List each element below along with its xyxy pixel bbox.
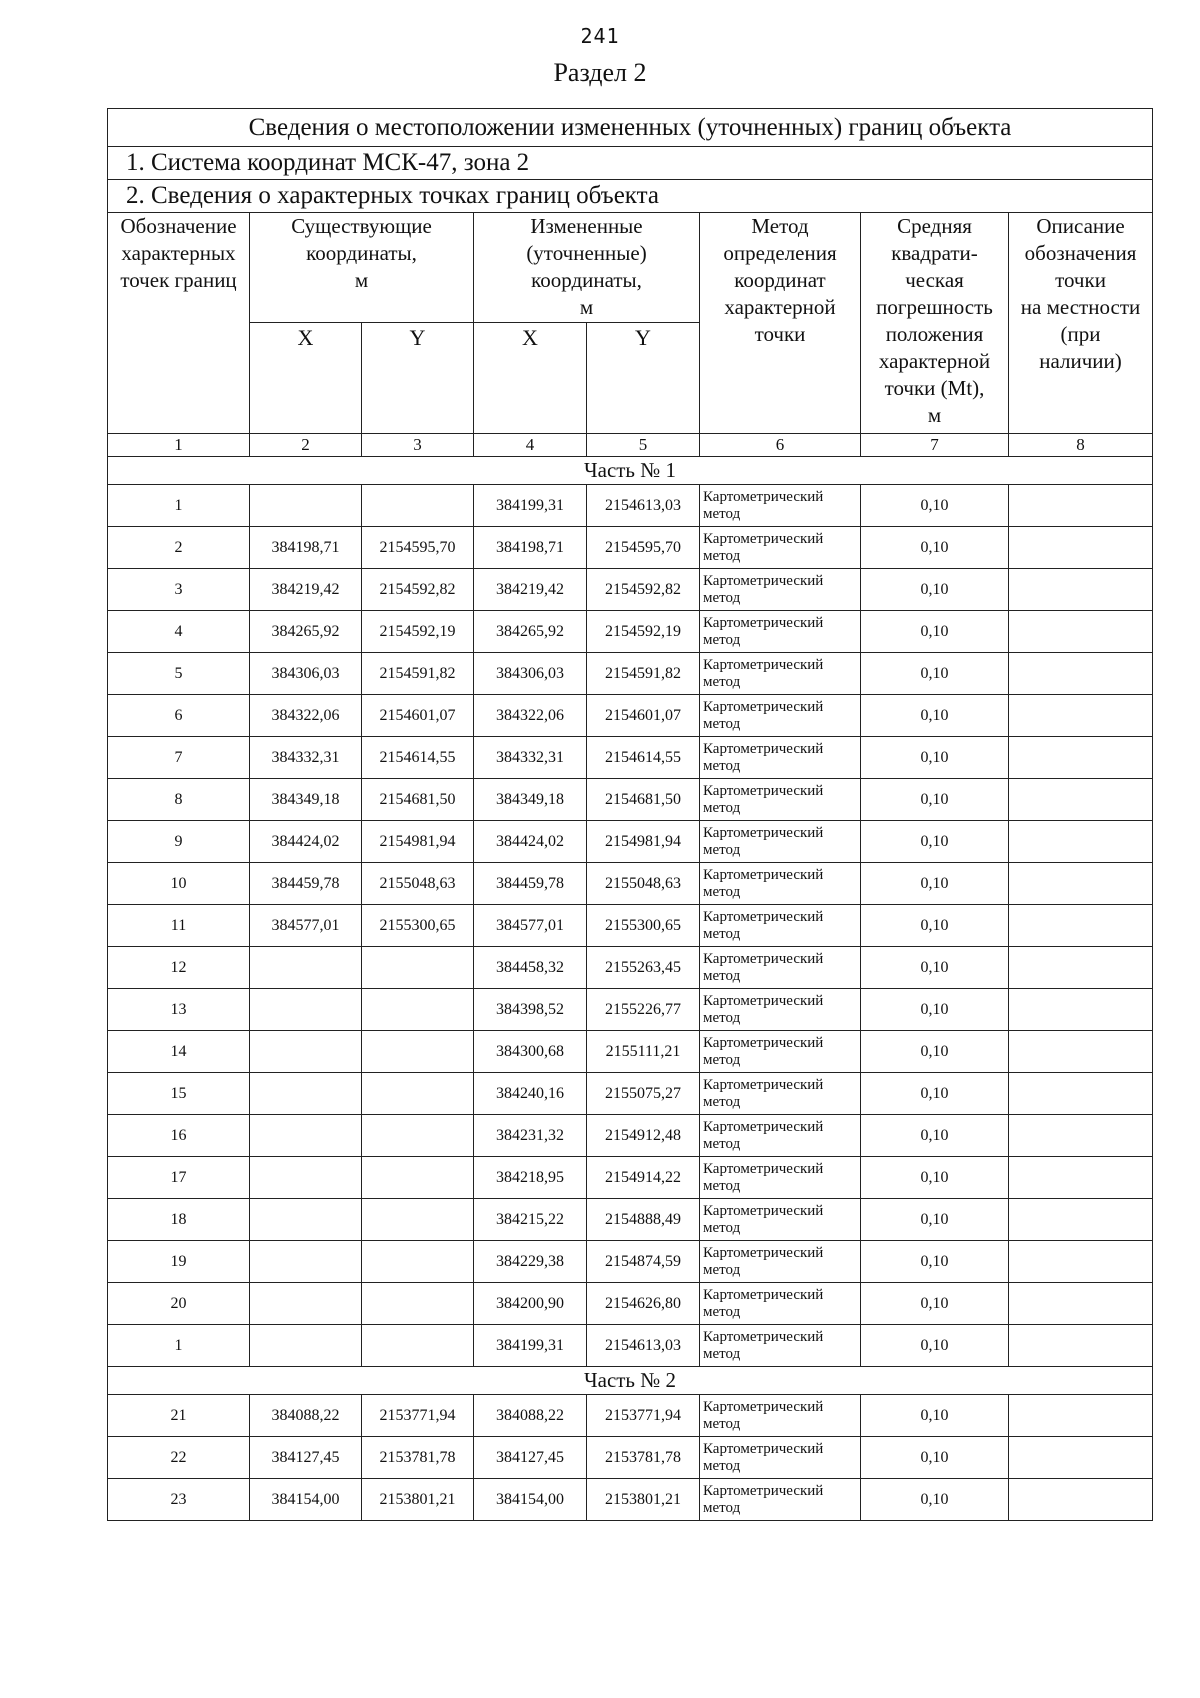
cell-existing-y: 2153801,21	[362, 1479, 474, 1521]
cell-mean-error: 0,10	[861, 1241, 1009, 1283]
cell-changed-y: 2154914,22	[587, 1157, 700, 1199]
part-title: Часть № 2	[108, 1367, 1153, 1395]
cell-method: Картометрический метод	[700, 1031, 861, 1073]
header-line: м	[579, 295, 594, 319]
column-number: 3	[362, 434, 474, 457]
cell-existing-y	[362, 1157, 474, 1199]
cell-existing-x: 384459,78	[250, 863, 362, 905]
cell-method: Картометрический метод	[700, 611, 861, 653]
cell-point-id: 6	[108, 695, 250, 737]
cell-existing-y: 2155300,65	[362, 905, 474, 947]
cell-changed-x: 384231,32	[474, 1115, 587, 1157]
header-line: Средняя	[897, 214, 972, 238]
header-line: Метод	[751, 214, 809, 238]
header-line: координаты,	[531, 268, 642, 292]
column-number: 8	[1009, 434, 1153, 457]
table-row	[108, 527, 1153, 569]
table-row	[108, 1325, 1153, 1367]
cell-existing-x	[250, 947, 362, 989]
cell-changed-y: 2154613,03	[587, 1325, 700, 1367]
cell-changed-y: 2154614,55	[587, 737, 700, 779]
header-changed-y: Y	[587, 323, 700, 434]
column-number: 2	[250, 434, 362, 457]
part-title: Часть № 1	[108, 457, 1153, 485]
cell-existing-y: 2155048,63	[362, 863, 474, 905]
cell-point-id: 3	[108, 569, 250, 611]
cell-existing-y: 2154981,94	[362, 821, 474, 863]
cell-mean-error: 0,10	[861, 1157, 1009, 1199]
cell-changed-x: 384215,22	[474, 1199, 587, 1241]
cell-description	[1009, 1115, 1153, 1157]
cell-mean-error: 0,10	[861, 779, 1009, 821]
table-row	[108, 989, 1153, 1031]
cell-method: Картометрический метод	[700, 863, 861, 905]
cell-mean-error: 0,10	[861, 1479, 1009, 1521]
header-line: (уточненные)	[526, 241, 647, 265]
cell-mean-error: 0,10	[861, 737, 1009, 779]
cell-existing-y: 2154614,55	[362, 737, 474, 779]
cell-description	[1009, 947, 1153, 989]
table-row	[108, 1073, 1153, 1115]
boundary-points-table	[107, 108, 1153, 1521]
cell-changed-y: 2155048,63	[587, 863, 700, 905]
header-line: Измененные	[530, 214, 643, 238]
cell-description	[1009, 611, 1153, 653]
cell-existing-y: 2154601,07	[362, 695, 474, 737]
cell-description	[1009, 1031, 1153, 1073]
column-number: 5	[587, 434, 700, 457]
page-number: 241	[580, 24, 620, 48]
cell-method: Картометрический метод	[700, 1241, 861, 1283]
cell-mean-error: 0,10	[861, 1115, 1009, 1157]
cell-mean-error: 0,10	[861, 821, 1009, 863]
header-line: Существующие	[291, 214, 432, 238]
cell-point-id: 12	[108, 947, 250, 989]
cell-method: Картометрический метод	[700, 1073, 861, 1115]
cell-changed-y: 2153771,94	[587, 1395, 700, 1437]
cell-existing-y	[362, 947, 474, 989]
part-row	[108, 1367, 1153, 1395]
table-row	[108, 1437, 1153, 1479]
cell-existing-x: 384424,02	[250, 821, 362, 863]
cell-point-id: 11	[108, 905, 250, 947]
cell-changed-x: 384240,16	[474, 1073, 587, 1115]
cell-method: Картометрический метод	[700, 653, 861, 695]
table-row	[108, 821, 1153, 863]
cell-description	[1009, 695, 1153, 737]
header-line: м	[927, 403, 942, 427]
cell-changed-y: 2155226,77	[587, 989, 700, 1031]
cell-point-id: 17	[108, 1157, 250, 1199]
cell-description	[1009, 653, 1153, 695]
cell-mean-error: 0,10	[861, 1199, 1009, 1241]
header-line: обозначения	[1024, 241, 1137, 265]
cell-existing-x	[250, 1073, 362, 1115]
cell-mean-error: 0,10	[861, 1395, 1009, 1437]
cell-method: Картометрический метод	[700, 527, 861, 569]
header-line: м	[354, 268, 369, 292]
cell-mean-error: 0,10	[861, 653, 1009, 695]
cell-description	[1009, 1283, 1153, 1325]
header-line: характерной	[724, 295, 836, 319]
table-row	[108, 1395, 1153, 1437]
cell-changed-y: 2154592,19	[587, 611, 700, 653]
cell-mean-error: 0,10	[861, 611, 1009, 653]
cell-description	[1009, 1241, 1153, 1283]
cell-existing-x: 384577,01	[250, 905, 362, 947]
table-row	[108, 1157, 1153, 1199]
table-title: Сведения о местоположении измененных (уточненных) границ объекта	[108, 109, 1153, 147]
table-row	[108, 485, 1153, 527]
header-line: ческая	[905, 268, 964, 292]
cell-changed-x: 384218,95	[474, 1157, 587, 1199]
cell-changed-y: 2154595,70	[587, 527, 700, 569]
header-line: (при	[1060, 322, 1101, 346]
cell-existing-y	[362, 1073, 474, 1115]
header-line: точек границ	[120, 268, 237, 292]
cell-point-id: 16	[108, 1115, 250, 1157]
cell-point-id: 1	[108, 485, 250, 527]
cell-point-id: 20	[108, 1283, 250, 1325]
cell-method: Картометрический метод	[700, 737, 861, 779]
header-description	[1009, 213, 1153, 434]
cell-method: Картометрический метод	[700, 1479, 861, 1521]
cell-mean-error: 0,10	[861, 1031, 1009, 1073]
cell-point-id: 2	[108, 527, 250, 569]
cell-method: Картометрический метод	[700, 1437, 861, 1479]
cell-changed-x: 384127,45	[474, 1437, 587, 1479]
cell-existing-y	[362, 1031, 474, 1073]
header-line: Описание	[1036, 214, 1125, 238]
cell-point-id: 1	[108, 1325, 250, 1367]
cell-existing-x: 384219,42	[250, 569, 362, 611]
cell-existing-y	[362, 1283, 474, 1325]
points-info-heading: 2. Сведения о характерных точках границ объекта	[108, 180, 1153, 213]
table-row	[108, 737, 1153, 779]
cell-description	[1009, 779, 1153, 821]
table-row	[108, 569, 1153, 611]
cell-point-id: 4	[108, 611, 250, 653]
cell-mean-error: 0,10	[861, 1073, 1009, 1115]
cell-changed-y: 2154888,49	[587, 1199, 700, 1241]
column-number: 4	[474, 434, 587, 457]
cell-mean-error: 0,10	[861, 695, 1009, 737]
cell-changed-x: 384459,78	[474, 863, 587, 905]
cell-method: Картометрический метод	[700, 569, 861, 611]
cell-description	[1009, 1325, 1153, 1367]
cell-existing-y	[362, 1241, 474, 1283]
coordinate-system: 1. Система координат МСК-47, зона 2	[108, 147, 1153, 180]
cell-changed-x: 384349,18	[474, 779, 587, 821]
table-row	[108, 779, 1153, 821]
cell-method: Картометрический метод	[700, 1325, 861, 1367]
cell-changed-y: 2154613,03	[587, 485, 700, 527]
cell-changed-y: 2154626,80	[587, 1283, 700, 1325]
header-line: точки (Mt),	[884, 376, 985, 400]
cell-point-id: 8	[108, 779, 250, 821]
cell-changed-y: 2154912,48	[587, 1115, 700, 1157]
cell-description	[1009, 821, 1153, 863]
cell-point-id: 23	[108, 1479, 250, 1521]
table-row	[108, 863, 1153, 905]
header-mean-error	[861, 213, 1009, 434]
header-changed-coordinates	[474, 213, 700, 323]
cell-description	[1009, 905, 1153, 947]
cell-method: Картометрический метод	[700, 905, 861, 947]
cell-point-id: 10	[108, 863, 250, 905]
cell-method: Картометрический метод	[700, 695, 861, 737]
cell-changed-x: 384577,01	[474, 905, 587, 947]
cell-changed-y: 2155263,45	[587, 947, 700, 989]
cell-existing-y: 2154592,19	[362, 611, 474, 653]
part-row	[108, 457, 1153, 485]
cell-changed-x: 384398,52	[474, 989, 587, 1031]
cell-changed-x: 384332,31	[474, 737, 587, 779]
table-row	[108, 653, 1153, 695]
cell-point-id: 9	[108, 821, 250, 863]
cell-description	[1009, 1199, 1153, 1241]
header-line: определения	[723, 241, 837, 265]
cell-changed-x: 384265,92	[474, 611, 587, 653]
cell-existing-y	[362, 1115, 474, 1157]
cell-existing-y: 2154591,82	[362, 653, 474, 695]
cell-existing-x: 384127,45	[250, 1437, 362, 1479]
cell-changed-y: 2155075,27	[587, 1073, 700, 1115]
table-row	[108, 1241, 1153, 1283]
column-number: 7	[861, 434, 1009, 457]
cell-point-id: 21	[108, 1395, 250, 1437]
cell-existing-x: 384332,31	[250, 737, 362, 779]
header-line: квадрати-	[891, 241, 978, 265]
cell-existing-x	[250, 1199, 362, 1241]
column-number: 1	[108, 434, 250, 457]
cell-existing-x: 384088,22	[250, 1395, 362, 1437]
cell-changed-x: 384322,06	[474, 695, 587, 737]
cell-existing-x: 384154,00	[250, 1479, 362, 1521]
cell-existing-x	[250, 1115, 362, 1157]
cell-point-id: 18	[108, 1199, 250, 1241]
cell-method: Картометрический метод	[700, 821, 861, 863]
cell-changed-x: 384424,02	[474, 821, 587, 863]
section-title: Раздел 2	[553, 58, 647, 87]
header-line: характерных	[121, 241, 236, 265]
cell-mean-error: 0,10	[861, 863, 1009, 905]
cell-existing-x: 384306,03	[250, 653, 362, 695]
header-line: координаты,	[306, 241, 417, 265]
cell-existing-x: 384265,92	[250, 611, 362, 653]
cell-existing-x	[250, 1157, 362, 1199]
table-row	[108, 905, 1153, 947]
header-method	[700, 213, 861, 434]
cell-description	[1009, 485, 1153, 527]
cell-method: Картометрический метод	[700, 1283, 861, 1325]
table-row	[108, 1115, 1153, 1157]
cell-method: Картометрический метод	[700, 1395, 861, 1437]
cell-changed-x: 384458,32	[474, 947, 587, 989]
cell-existing-y	[362, 1199, 474, 1241]
cell-point-id: 15	[108, 1073, 250, 1115]
cell-existing-x	[250, 1283, 362, 1325]
cell-changed-y: 2154681,50	[587, 779, 700, 821]
cell-changed-y: 2153781,78	[587, 1437, 700, 1479]
cell-description	[1009, 1437, 1153, 1479]
cell-description	[1009, 989, 1153, 1031]
cell-mean-error: 0,10	[861, 527, 1009, 569]
column-number: 6	[700, 434, 861, 457]
cell-changed-x: 384154,00	[474, 1479, 587, 1521]
cell-description	[1009, 1157, 1153, 1199]
table-row	[108, 1479, 1153, 1521]
cell-existing-x	[250, 485, 362, 527]
cell-changed-x: 384088,22	[474, 1395, 587, 1437]
cell-point-id: 13	[108, 989, 250, 1031]
cell-existing-x: 384198,71	[250, 527, 362, 569]
cell-existing-x	[250, 1031, 362, 1073]
table-row	[108, 1199, 1153, 1241]
cell-method: Картометрический метод	[700, 947, 861, 989]
header-line: наличии)	[1039, 349, 1122, 373]
cell-changed-x: 384300,68	[474, 1031, 587, 1073]
cell-changed-x: 384229,38	[474, 1241, 587, 1283]
cell-description	[1009, 1395, 1153, 1437]
cell-existing-y: 2153781,78	[362, 1437, 474, 1479]
cell-point-id: 22	[108, 1437, 250, 1479]
header-existing-coordinates	[250, 213, 474, 323]
cell-changed-y: 2154601,07	[587, 695, 700, 737]
cell-existing-y: 2154681,50	[362, 779, 474, 821]
cell-method: Картометрический метод	[700, 1157, 861, 1199]
cell-mean-error: 0,10	[861, 947, 1009, 989]
cell-existing-x	[250, 989, 362, 1031]
cell-existing-x: 384349,18	[250, 779, 362, 821]
table-row	[108, 1283, 1153, 1325]
cell-changed-x: 384199,31	[474, 485, 587, 527]
cell-mean-error: 0,10	[861, 569, 1009, 611]
cell-existing-y: 2154592,82	[362, 569, 474, 611]
cell-mean-error: 0,10	[861, 485, 1009, 527]
header-line: точки	[754, 322, 806, 346]
header-line: погрешность	[876, 295, 993, 319]
header-line: координат	[734, 268, 826, 292]
header-line: Обозначение	[120, 214, 237, 238]
cell-existing-y	[362, 1325, 474, 1367]
cell-existing-y	[362, 485, 474, 527]
cell-description	[1009, 527, 1153, 569]
header-line: характерной	[878, 349, 991, 373]
table-row	[108, 947, 1153, 989]
cell-method: Картометрический метод	[700, 485, 861, 527]
cell-point-id: 5	[108, 653, 250, 695]
cell-mean-error: 0,10	[861, 1437, 1009, 1479]
table-row	[108, 1031, 1153, 1073]
cell-existing-y: 2153771,94	[362, 1395, 474, 1437]
cell-method: Картометрический метод	[700, 1115, 861, 1157]
cell-point-id: 7	[108, 737, 250, 779]
cell-method: Картометрический метод	[700, 779, 861, 821]
cell-description	[1009, 737, 1153, 779]
cell-changed-y: 2155300,65	[587, 905, 700, 947]
header-existing-y: Y	[362, 323, 474, 434]
cell-changed-x: 384199,31	[474, 1325, 587, 1367]
cell-existing-y: 2154595,70	[362, 527, 474, 569]
cell-existing-x: 384322,06	[250, 695, 362, 737]
cell-mean-error: 0,10	[861, 989, 1009, 1031]
cell-point-id: 19	[108, 1241, 250, 1283]
cell-existing-x	[250, 1325, 362, 1367]
header-existing-x: X	[250, 323, 362, 434]
header-point-designation	[108, 213, 250, 434]
column-numbers-row	[108, 434, 1153, 457]
cell-mean-error: 0,10	[861, 1283, 1009, 1325]
cell-mean-error: 0,10	[861, 905, 1009, 947]
cell-changed-y: 2154592,82	[587, 569, 700, 611]
header-changed-x: X	[474, 323, 587, 434]
cell-changed-y: 2154591,82	[587, 653, 700, 695]
header-line: положения	[885, 322, 984, 346]
cell-changed-x: 384200,90	[474, 1283, 587, 1325]
cell-existing-x	[250, 1241, 362, 1283]
cell-description	[1009, 569, 1153, 611]
cell-changed-x: 384306,03	[474, 653, 587, 695]
cell-description	[1009, 1479, 1153, 1521]
cell-changed-y: 2154981,94	[587, 821, 700, 863]
table-row	[108, 611, 1153, 653]
cell-changed-y: 2154874,59	[587, 1241, 700, 1283]
cell-changed-x: 384219,42	[474, 569, 587, 611]
cell-changed-x: 384198,71	[474, 527, 587, 569]
cell-description	[1009, 863, 1153, 905]
table-row	[108, 695, 1153, 737]
cell-description	[1009, 1073, 1153, 1115]
cell-changed-y: 2155111,21	[587, 1031, 700, 1073]
cell-changed-y: 2153801,21	[587, 1479, 700, 1521]
cell-mean-error: 0,10	[861, 1325, 1009, 1367]
cell-method: Картометрический метод	[700, 989, 861, 1031]
cell-existing-y	[362, 989, 474, 1031]
cell-method: Картометрический метод	[700, 1199, 861, 1241]
cell-point-id: 14	[108, 1031, 250, 1073]
header-line: на местности	[1020, 295, 1141, 319]
header-line: точки	[1055, 268, 1106, 292]
